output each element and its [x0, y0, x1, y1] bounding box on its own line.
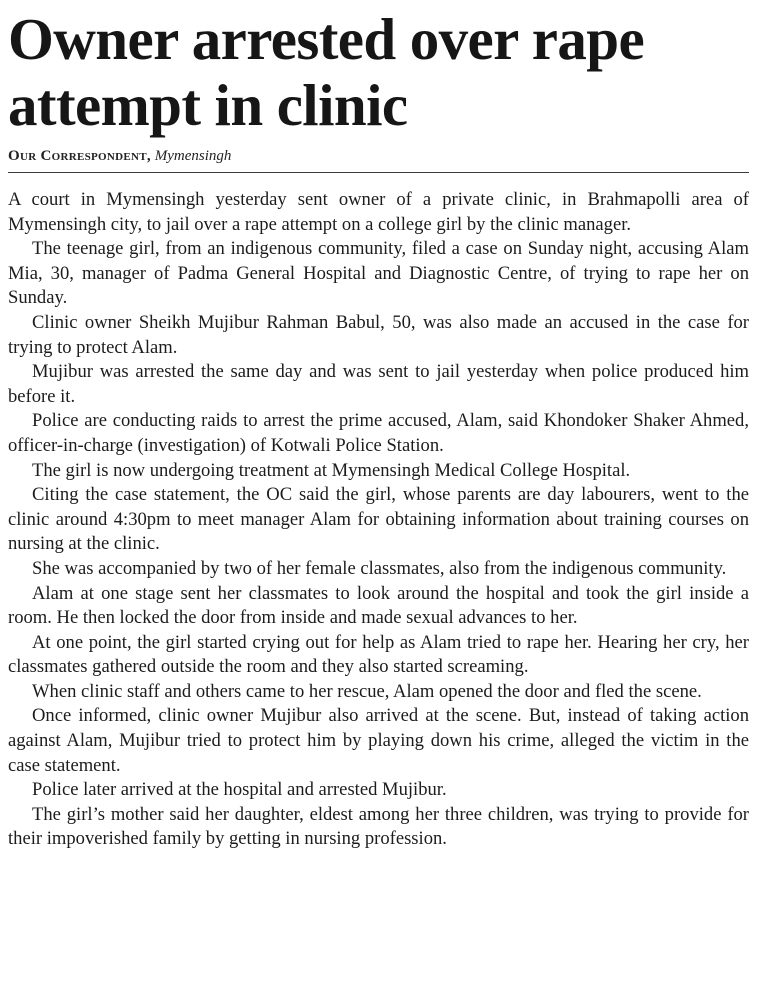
paragraph: The teenage girl, from an indigenous community, filed a case on Sunday night, accusing Alam Mia, 30, manager of Padma General Hospital and Diagnostic Centre, of trying to rape her on Sunday.: [8, 238, 749, 309]
byline-divider: [8, 172, 749, 173]
paragraph: Mujibur was arrested the same day and was sent to jail yesterday when police produced him before it.: [8, 361, 749, 407]
paragraph: Police are conducting raids to arrest the prime accused, Alam, said Khondoker Shaker Ahmed, officer-in-charge (investigation) of Kotwali Police Station.: [8, 410, 749, 456]
article-body: [8, 188, 749, 852]
paragraph: Alam at one stage sent her classmates to look around the hospital and took the girl inside a room. He then locked the door from inside and made sexual advances to her.: [8, 582, 749, 629]
paragraph: A court in Mymensingh yesterday sent owner of a private clinic, in Brahmapolli area of Mymensingh city, to jail over a rape attempt on a college girl by the clinic manager.: [8, 189, 749, 235]
headline: Owner arrested over rape attempt in clinic: [8, 6, 645, 138]
paragraph: The girl’s mother said her daughter, eldest among her three children, was trying to provide for their impoverished family by getting in nursing profession.: [8, 803, 749, 850]
paragraph: At one point, the girl started crying out for help as Alam tried to rape her. Hearing her cry, her classmates gathered outside the room and they also started screaming.: [8, 631, 749, 678]
paragraph: When clinic staff and others came to her rescue, Alam opened the door and fled the scene.: [32, 680, 702, 702]
paragraph: Clinic owner Sheikh Mujibur Rahman Babul, 50, was also made an accused in the case for trying to protect Alam.: [8, 311, 749, 358]
byline-location: Mymensingh: [154, 148, 232, 164]
paragraph: Citing the case statement, the OC said the girl, whose parents are day labourers, went to the clinic around 4:30pm to meet manager Alam for obtaining information about training courses on nursing at the clinic.: [8, 484, 749, 555]
paragraph: The girl is now undergoing treatment at Mymensingh Medical College Hospital.: [32, 459, 631, 481]
byline-author: Our Correspondent,: [8, 148, 151, 164]
byline: [8, 147, 749, 165]
paragraph: She was accompanied by two of her female classmates, also from the indigenous community.: [32, 557, 727, 579]
paragraph: Once informed, clinic owner Mujibur also arrived at the scene. But, instead of taking action against Alam, Mujibur tried to protect him by playing down his crime, alleged the victim in the case statement.: [8, 705, 749, 776]
paragraph: Police later arrived at the hospital and arrested Mujibur.: [32, 779, 447, 801]
